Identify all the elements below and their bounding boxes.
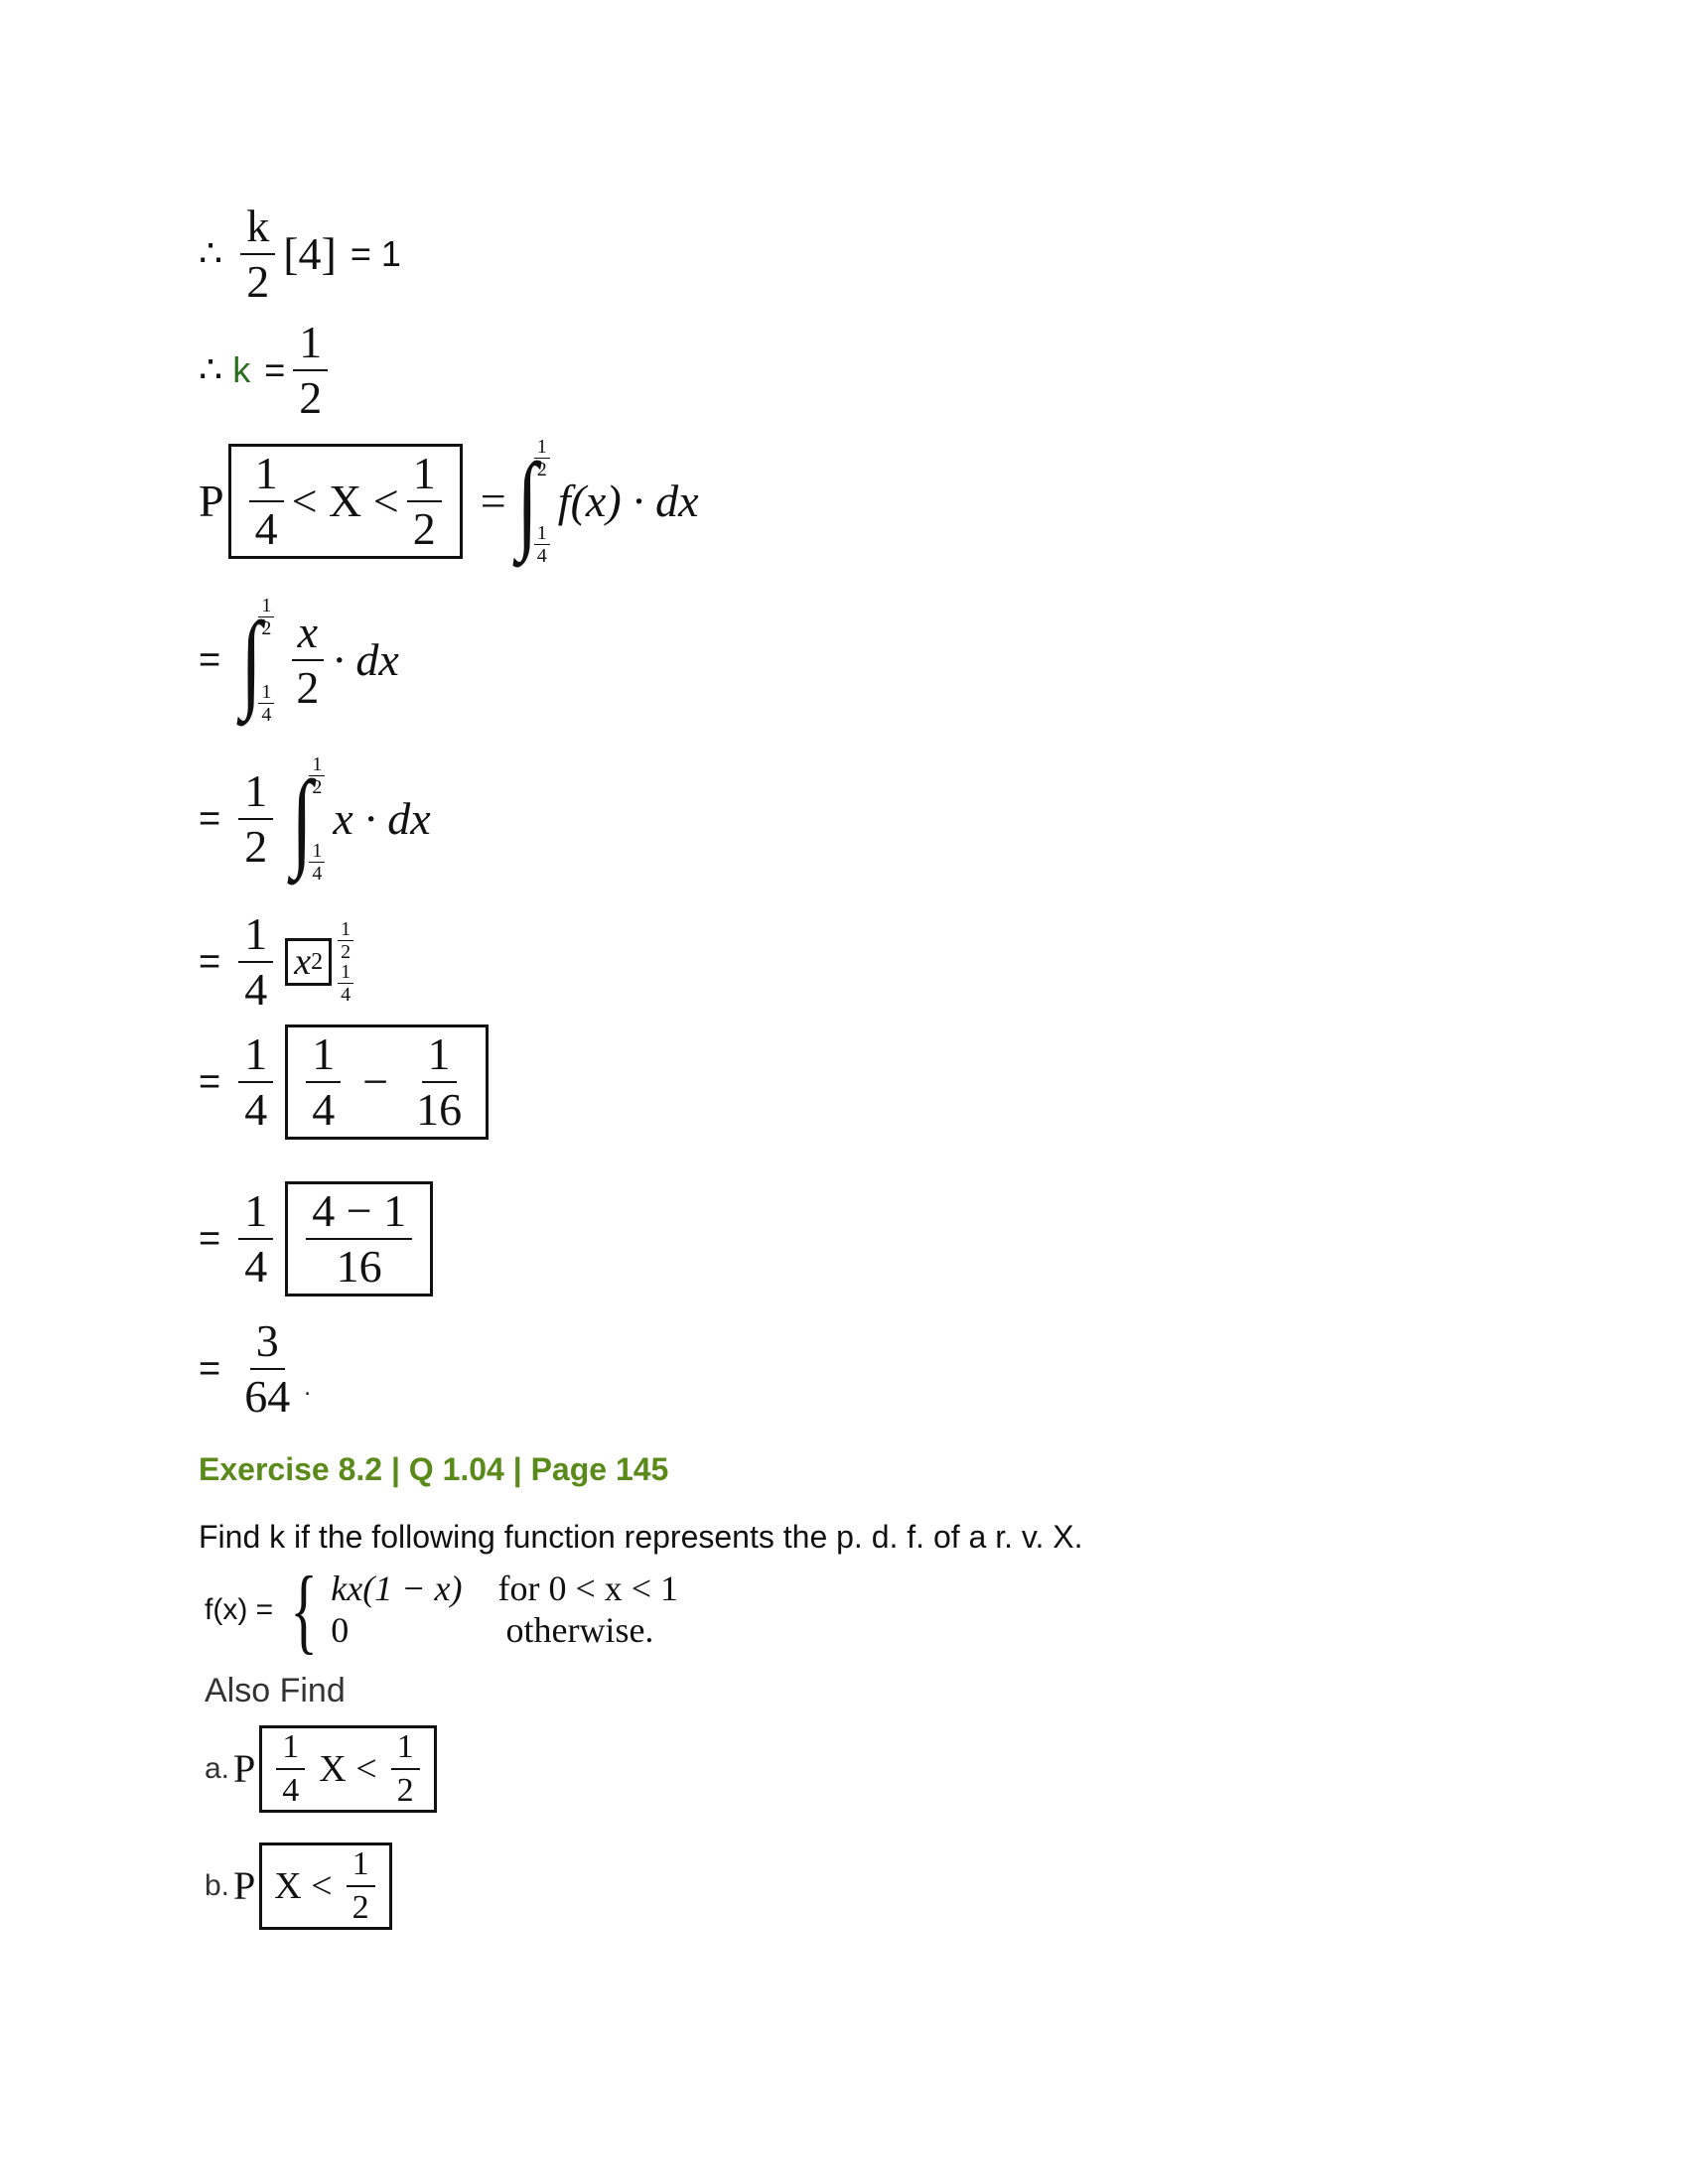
therefore-symbol: ∴ xyxy=(199,233,223,275)
exercise-heading: Exercise 8.2 | Q 1.04 | Page 145 xyxy=(199,1451,669,1487)
fraction-k-over-2: $\frac{k}{2}$ xyxy=(240,204,275,305)
therefore-symbol: ∴ xyxy=(199,349,223,391)
part-b: b. P X < $\frac{1}{2}$ xyxy=(205,1843,396,1930)
integrand-fx: f(x) · dx xyxy=(557,476,699,526)
variable-k: k xyxy=(232,349,251,390)
bracket-x-squared: x 2 xyxy=(285,938,332,986)
bracket-four: [4] xyxy=(283,228,337,279)
case-row: kx(1 − x) for 0 < x < 1 xyxy=(331,1569,679,1608)
equation-line-2: ∴ k = $\frac{1}{2}$ xyxy=(199,320,336,421)
piecewise-function: f(x) = { kx(1 − x) for 0 < x < 1 0 otherwise. xyxy=(205,1563,690,1658)
upper-limit: $\frac{1}{2}$ xyxy=(534,437,550,479)
case-row: 0 otherwise. xyxy=(331,1610,654,1650)
left-brace: { xyxy=(290,1557,319,1663)
equals-one: = 1 xyxy=(350,233,401,274)
part-a: a. P $\frac{1}{4}$ X < $\frac{1}{2}$ xyxy=(205,1725,441,1813)
probability-P: P xyxy=(199,476,224,526)
equation-line-4: = ∫ $\frac{1}{2}$ $\frac{1}{4}$ $\frac{x}{2}$ · dx xyxy=(199,595,399,726)
cases-table xyxy=(331,1569,690,1652)
equation-line-8: = $\frac{1}{4}$ $\frac{4 - 1}{16}$ xyxy=(199,1181,437,1297)
evaluation-limits: $\frac{1}{2}$ $\frac{1}{4}$ xyxy=(336,919,355,1005)
equation-line-6: = $\frac{1}{4}$ x 2 $\frac{1}{2}$ $\frac{1}{4}$ xyxy=(199,911,355,1013)
equation-line-5: = $\frac{1}{2}$ ∫ $\frac{1}{2}$ $\frac{1}{4}$ x · dx xyxy=(199,753,431,885)
integral-sign: ∫ $\frac{1}{2}$ $\frac{1}{4}$ xyxy=(236,596,276,725)
equation-line-7: = $\frac{1}{4}$ $\frac{1}{4}$ − $\frac{1}{16}$ xyxy=(199,1024,492,1140)
also-find-label: Also Find xyxy=(205,1672,346,1709)
fraction-one-half: $\frac{1}{2}$ xyxy=(293,320,328,421)
equation-line-9: = $\frac{3}{64}$ . xyxy=(199,1315,311,1422)
integral-sign: ∫ $\frac{1}{2}$ $\frac{1}{4}$ xyxy=(287,754,327,884)
lower-limit: $\frac{1}{4}$ xyxy=(534,523,550,566)
fraction-x-over-2: $\frac{x}{2}$ xyxy=(290,610,325,711)
integral-sign: ∫ $\frac{1}{2}$ $\frac{1}{4}$ xyxy=(512,437,552,566)
equation-line-1 xyxy=(199,201,401,307)
probability-bracket: $\frac{1}{4}$ < X < $\frac{1}{2}$ xyxy=(228,444,463,559)
equation-line-3: P $\frac{1}{4}$ < X < $\frac{1}{2}$ = ∫ $\frac{1}{2}$ $\frac{1}{4}$ f(x) · dx xyxy=(199,436,699,567)
question-text: Find k if the following function represents the p. d. f. of a r. v. X. xyxy=(199,1519,1083,1555)
result-fraction: $\frac{3}{64}$ xyxy=(244,1315,291,1422)
